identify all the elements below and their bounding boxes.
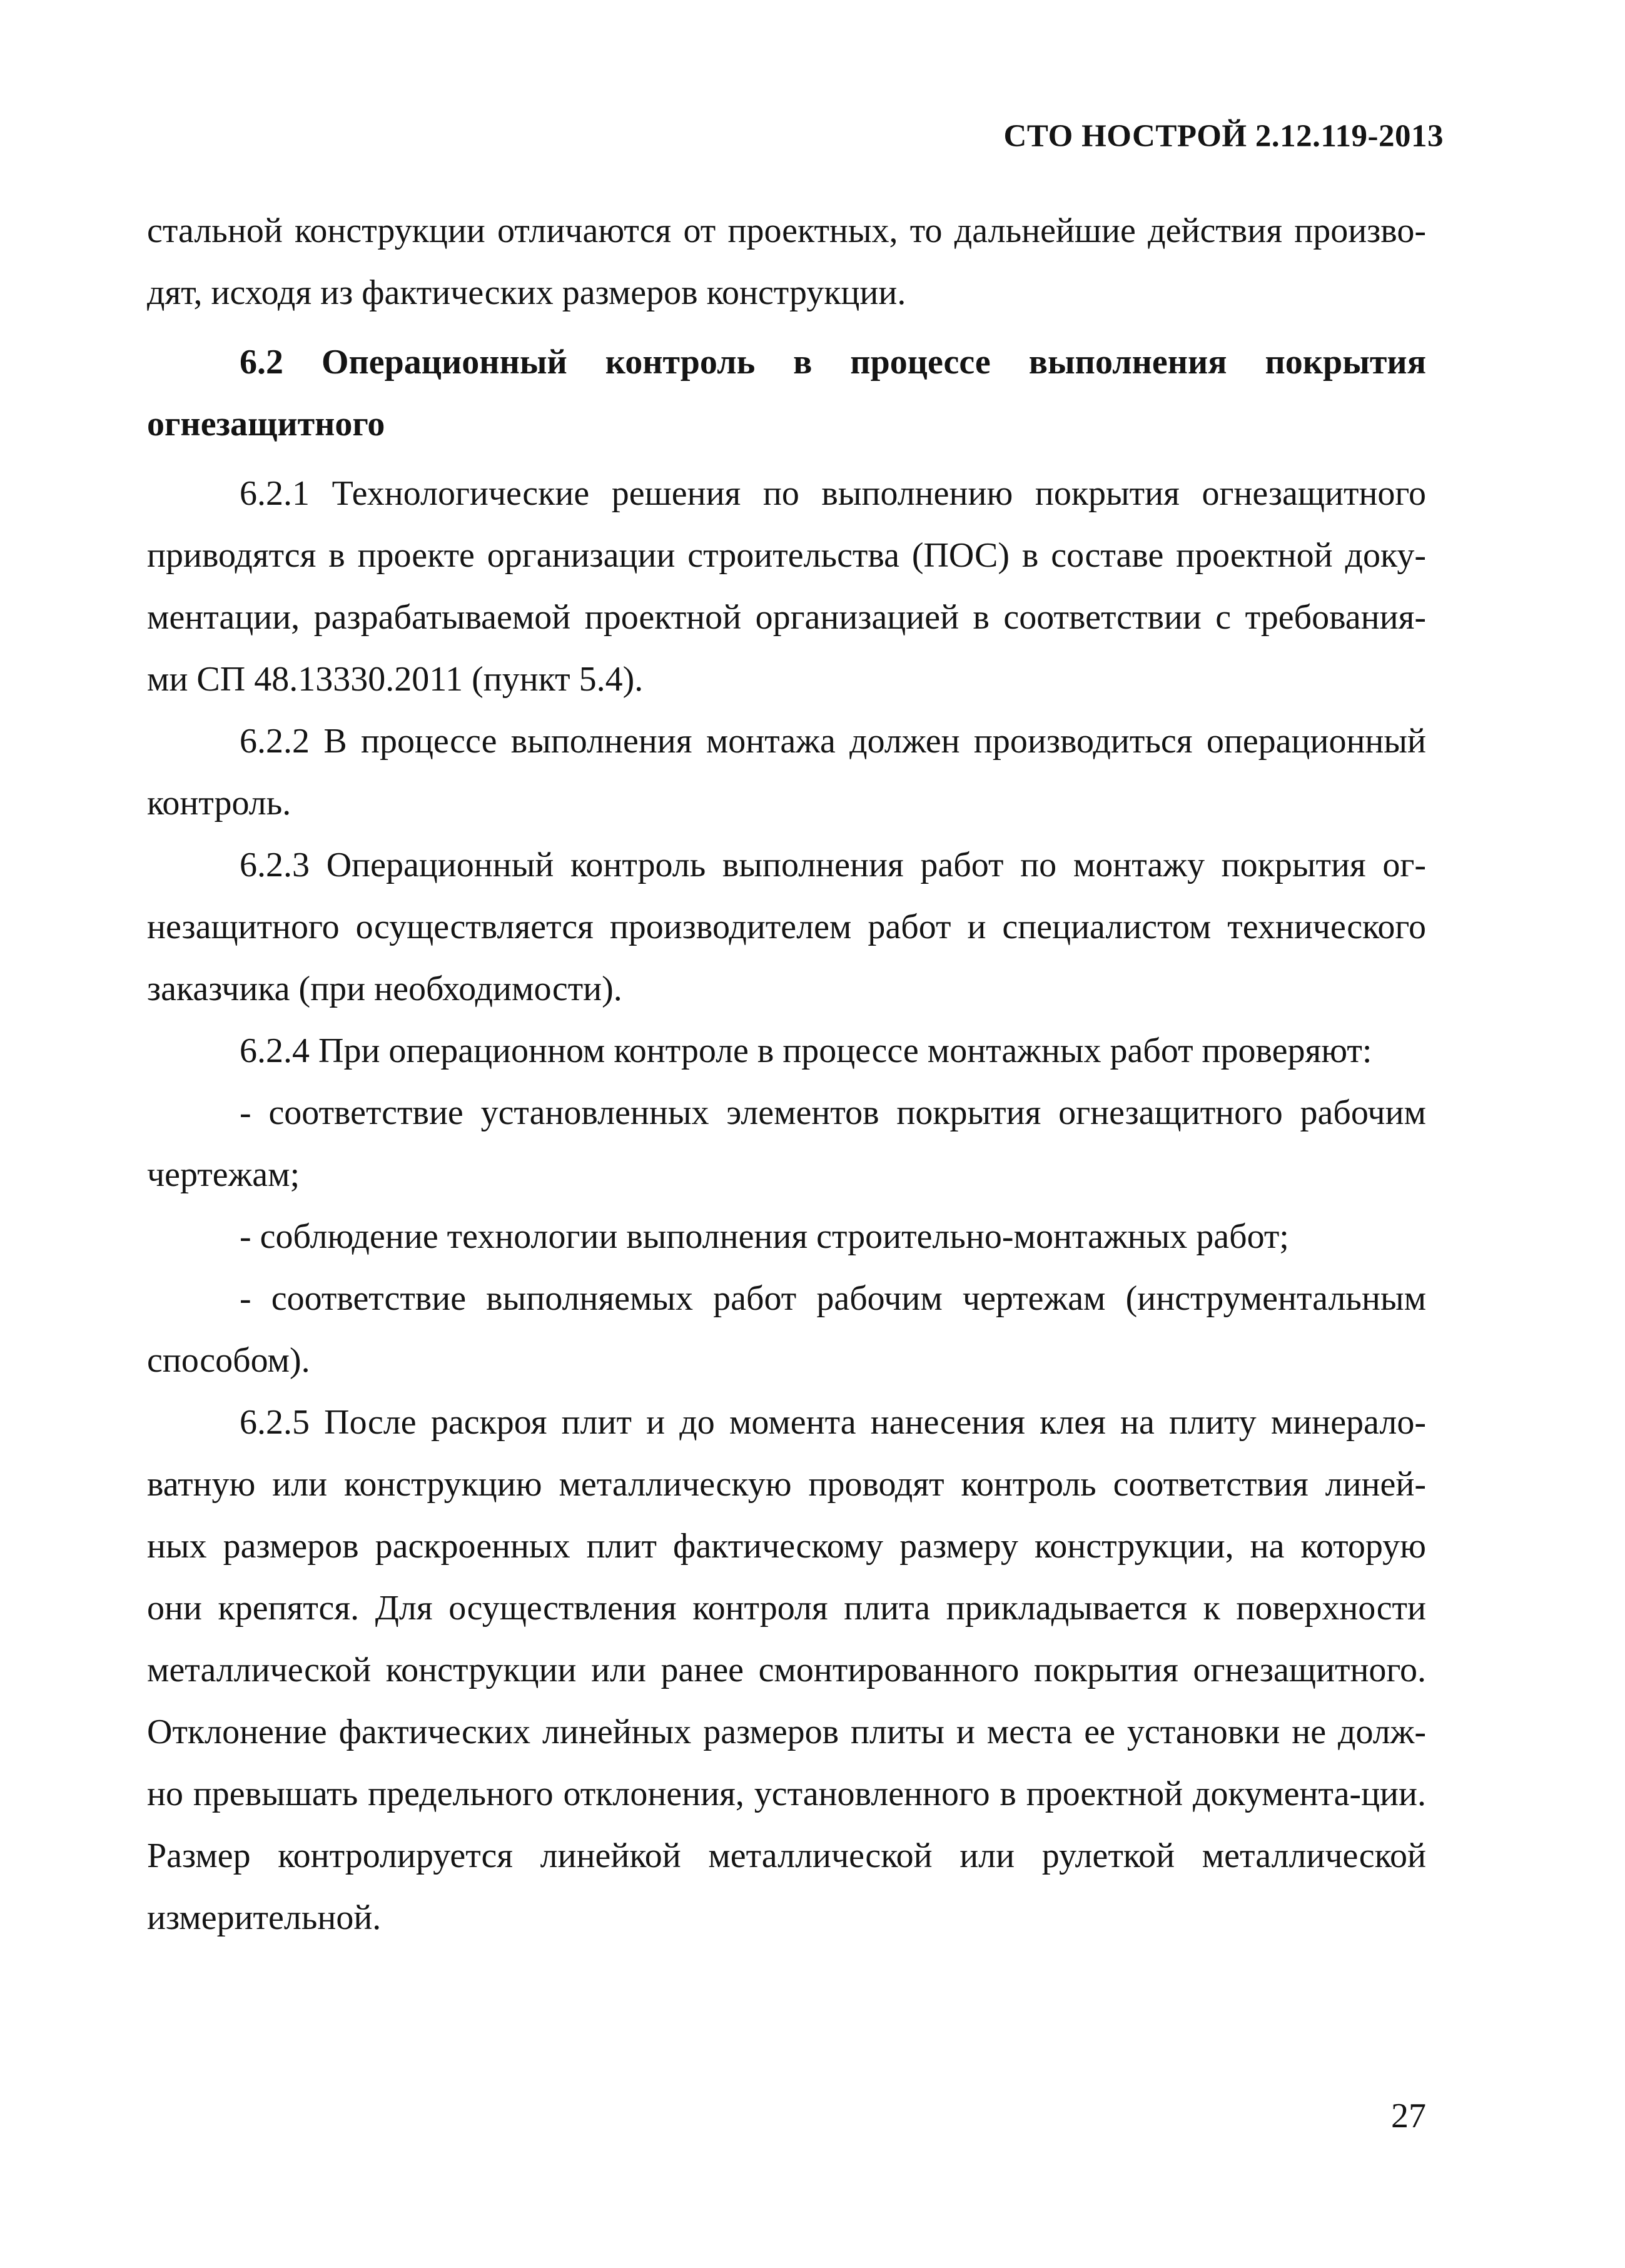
paragraph-6-2-1: 6.2.1 Технологические решения по выполнению покрытия огнезащитного приводятся в проекте организации строительства (ПОС) в составе проектной доку-ментации, разрабатываемой проектной организацией в соответствии с требования-ми СП 48.13330.2011 (пункт 5.4). [147,474,1426,699]
page-number: 27 [1391,2097,1426,2135]
list-item: - соответствие выполняемых работ рабочим чертежам (инструментальным способом). [147,1279,1426,1380]
list-item: - соответствие установленных элементов покрытия огнезащитного рабочим чертежам; [147,1093,1426,1194]
paragraph-6-2-4: 6.2.4 При операционном контроле в процессе монтажных работ проверяют: [240,1031,1372,1070]
paragraph-6-2-3: 6.2.3 Операционный контроль выполнения работ по монтажу покрытия ог-незащитного осуществляется производителем работ и специалистом технического заказчика (при необходимости). [147,846,1426,1008]
section-heading: 6.2 Операционный контроль в процессе выполнения покрытия огнезащитного [147,343,1426,443]
document-body [147,200,1426,1949]
paragraph-6-2-2: 6.2.2 В процессе выполнения монтажа должен производиться операционный контроль. [147,722,1426,823]
document-code-header: СТО НОСТРОЙ 2.12.119-2013 [1003,119,1444,154]
continuation-paragraph: стальной конструкции отличаются от проектных, то дальнейшие действия произво-дят, исходя из фактических размеров конструкции. [147,211,1426,312]
paragraph-6-2-5: 6.2.5 После раскроя плит и до момента нанесения клея на плиту минерало-ватную или конструкцию металлическую проводят контроль соответствия линей-ных размеров раскроенных плит фактическому размеру конструкции, на которую они крепятся. Для осуществления контроля плита прикладывается к поверхности металлической конструкции или ранее смонтированного покрытия огнезащитного. Отклонение фактических линейных размеров плиты и места ее установки не долж-но превышать предельного отклонения, установленного в проектной документа-ции. Размер контролируется линейкой металлической или рулеткой металлической измерительной. [147,1403,1426,1937]
list-item: - соблюдение технологии выполнения строительно-монтажных работ; [240,1217,1289,1256]
